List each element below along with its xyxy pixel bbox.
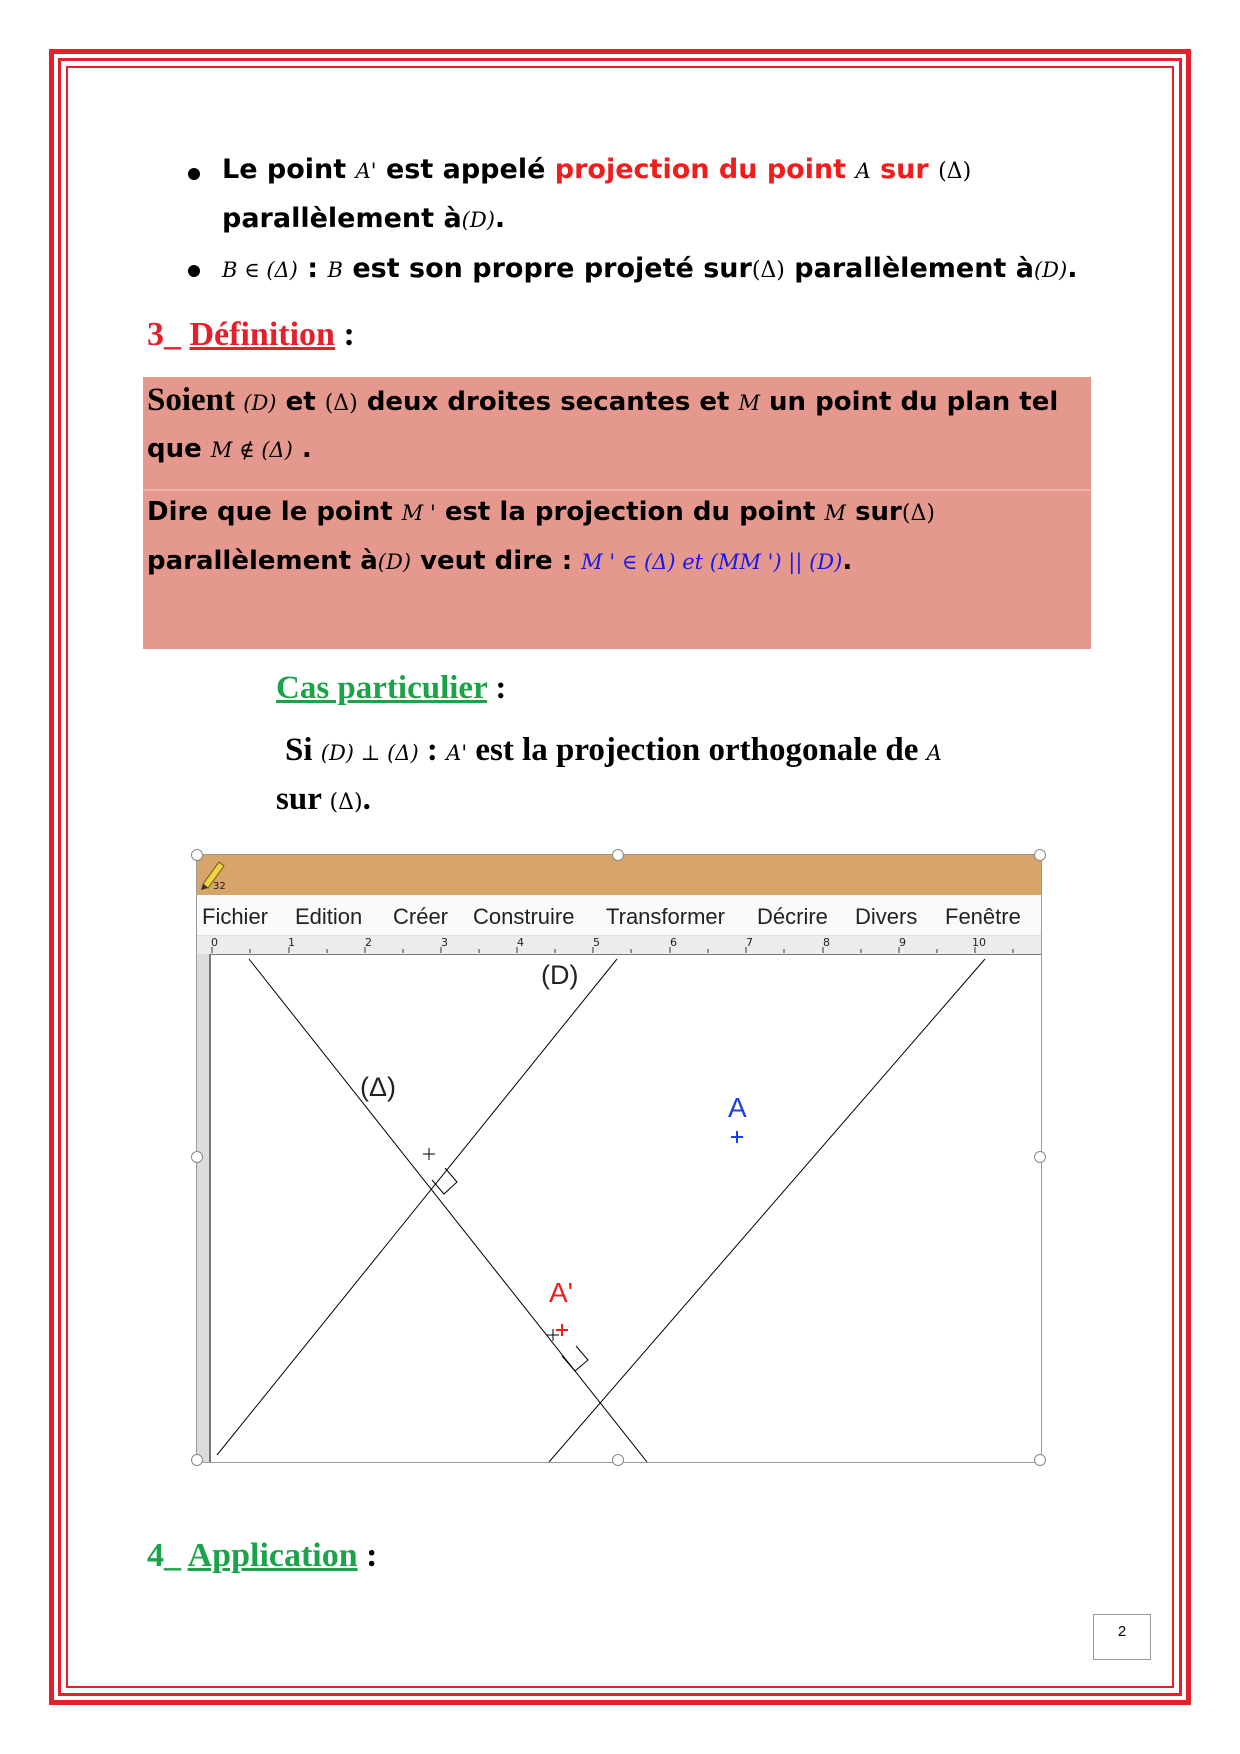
definition-line-4 — [147, 546, 852, 576]
resize-handle[interactable] — [1034, 849, 1046, 861]
math-symbol: A' — [355, 159, 377, 183]
bullet-1-line-2 — [222, 203, 505, 234]
math-symbol: M — [738, 391, 760, 415]
math-symbol: (D) — [461, 208, 495, 232]
resize-handle[interactable] — [1034, 1151, 1046, 1163]
bullet-2-line — [222, 253, 1077, 284]
math-symbol: B — [327, 258, 343, 282]
text: : — [307, 253, 328, 284]
bullet-dot — [188, 265, 200, 277]
section-number: 4_ — [147, 1537, 188, 1574]
cas-line-2 — [276, 781, 371, 818]
cas-colon: : — [487, 670, 507, 706]
page-number: 2 — [1093, 1614, 1151, 1660]
menu-edition[interactable]: Edition — [295, 904, 363, 929]
text: parallèlement à — [222, 203, 462, 234]
text: et — [285, 387, 325, 417]
cas-particulier-heading — [276, 670, 506, 707]
ruler-label: 0 — [211, 936, 218, 949]
section-title: Définition — [189, 316, 335, 353]
menu-construire[interactable]: Construire — [473, 904, 575, 929]
resize-handle[interactable] — [612, 1454, 624, 1466]
math-symbol: A — [855, 159, 871, 183]
geometry-canvas — [197, 855, 1041, 1462]
math-symbol: (D) — [1033, 258, 1068, 282]
math-symbol: (Δ) — [938, 159, 972, 184]
math-symbol: B ∈ (Δ) — [222, 258, 298, 282]
cas-title: Cas particulier — [276, 670, 488, 706]
divider — [143, 489, 1091, 491]
menu-fenetre[interactable]: Fenêtre — [945, 904, 1021, 929]
math-symbol: A' — [446, 741, 468, 765]
label-Ap: A' — [549, 1277, 574, 1308]
resize-handle[interactable] — [191, 1151, 203, 1163]
ruler-label: 7 — [746, 936, 753, 949]
label-A: A — [728, 1092, 747, 1123]
ruler-label: 10 — [972, 936, 986, 949]
section-colon: : — [357, 1537, 378, 1574]
text: est la projection du point — [444, 497, 825, 527]
ruler-label: 3 — [441, 936, 448, 949]
ruler-label: 5 — [593, 936, 600, 949]
text: que — [147, 434, 211, 464]
definition-line-2 — [147, 434, 312, 464]
text: Le point — [222, 154, 356, 185]
math-symbol: (Δ) — [329, 790, 363, 815]
math-symbol: (Δ) — [324, 391, 358, 416]
menu-decrire[interactable]: Décrire — [757, 904, 828, 929]
svg-text:32: 32 — [213, 881, 226, 890]
ruler-label: 2 — [365, 936, 372, 949]
highlight-text: projection du point — [554, 154, 856, 185]
text: . — [494, 203, 506, 234]
math-symbol: (D) — [377, 550, 412, 574]
definition-line-1 — [147, 382, 1058, 419]
resize-handle[interactable] — [191, 1454, 203, 1466]
text: . — [301, 434, 312, 464]
math-symbol: (Δ) — [751, 258, 785, 283]
geometry-software-screenshot — [196, 854, 1042, 1463]
text: parallèlement à — [147, 546, 378, 576]
section-3-heading — [147, 316, 355, 354]
section-colon: : — [334, 316, 355, 353]
text: sur — [855, 497, 902, 527]
point-Ap-marker — [556, 1324, 568, 1336]
ruler-label: 6 — [670, 936, 677, 949]
text: . — [362, 781, 371, 817]
text: Dire que le point — [147, 497, 402, 527]
math-symbol: A — [926, 741, 942, 765]
text: Si — [285, 732, 321, 768]
ruler-label: 4 — [517, 936, 524, 949]
ruler-label: 9 — [899, 936, 906, 949]
line-delta — [249, 959, 647, 1462]
definition-line-3 — [147, 497, 935, 527]
text: parallèlement à — [794, 253, 1034, 284]
point-A-marker — [731, 1131, 743, 1143]
definition-formula: M ' ∈ (Δ) et (MM ') || (D) — [581, 550, 843, 574]
section-4-heading — [147, 1537, 378, 1575]
cas-line-1 — [285, 732, 942, 769]
menu-transformer[interactable]: Transformer — [606, 904, 725, 929]
text: sur — [276, 781, 330, 817]
section-number: 3_ — [147, 316, 190, 353]
right-angle-mark-1 — [432, 1168, 457, 1194]
text: veut dire : — [420, 546, 582, 576]
text: : — [426, 732, 447, 768]
math-symbol: (D) — [243, 391, 277, 415]
line-parallel-through-A — [549, 959, 985, 1462]
math-symbol: (D) ⊥ (Δ) — [320, 741, 419, 765]
math-symbol: M ' — [401, 501, 436, 525]
menu-creer[interactable]: Créer — [393, 904, 449, 929]
label-delta: (Δ) — [360, 1072, 397, 1102]
text: un point du plan tel — [769, 387, 1059, 417]
text: est son propre projeté sur — [352, 253, 752, 284]
bullet-dot — [188, 168, 200, 180]
line-D — [217, 959, 617, 1455]
math-symbol: M ∉ (Δ) — [210, 438, 293, 462]
resize-handle[interactable] — [612, 849, 624, 861]
text: . — [1067, 253, 1078, 284]
menu-fichier[interactable]: Fichier — [202, 904, 269, 929]
resize-handle[interactable] — [1034, 1454, 1046, 1466]
right-angle-mark-2 — [562, 1346, 588, 1371]
intersection-point — [423, 1148, 435, 1160]
ruler-label: 8 — [823, 936, 830, 949]
text: Soient — [147, 382, 244, 418]
bullet-1-line-1 — [222, 154, 971, 185]
label-D: (D) — [541, 960, 579, 990]
resize-handle[interactable] — [191, 849, 203, 861]
text: est la projection orthogonale de — [475, 732, 927, 768]
ruler-label: 1 — [288, 936, 295, 949]
highlight-text: sur — [880, 154, 939, 185]
menu-divers[interactable]: Divers — [855, 904, 918, 929]
text: . — [842, 546, 853, 576]
ruler-ticks — [212, 947, 1013, 953]
text: deux droites secantes et — [366, 387, 739, 417]
math-symbol: (Δ) — [901, 501, 935, 526]
section-title: Application — [187, 1537, 358, 1574]
math-symbol: M — [824, 501, 846, 525]
text: est appelé — [385, 154, 555, 185]
